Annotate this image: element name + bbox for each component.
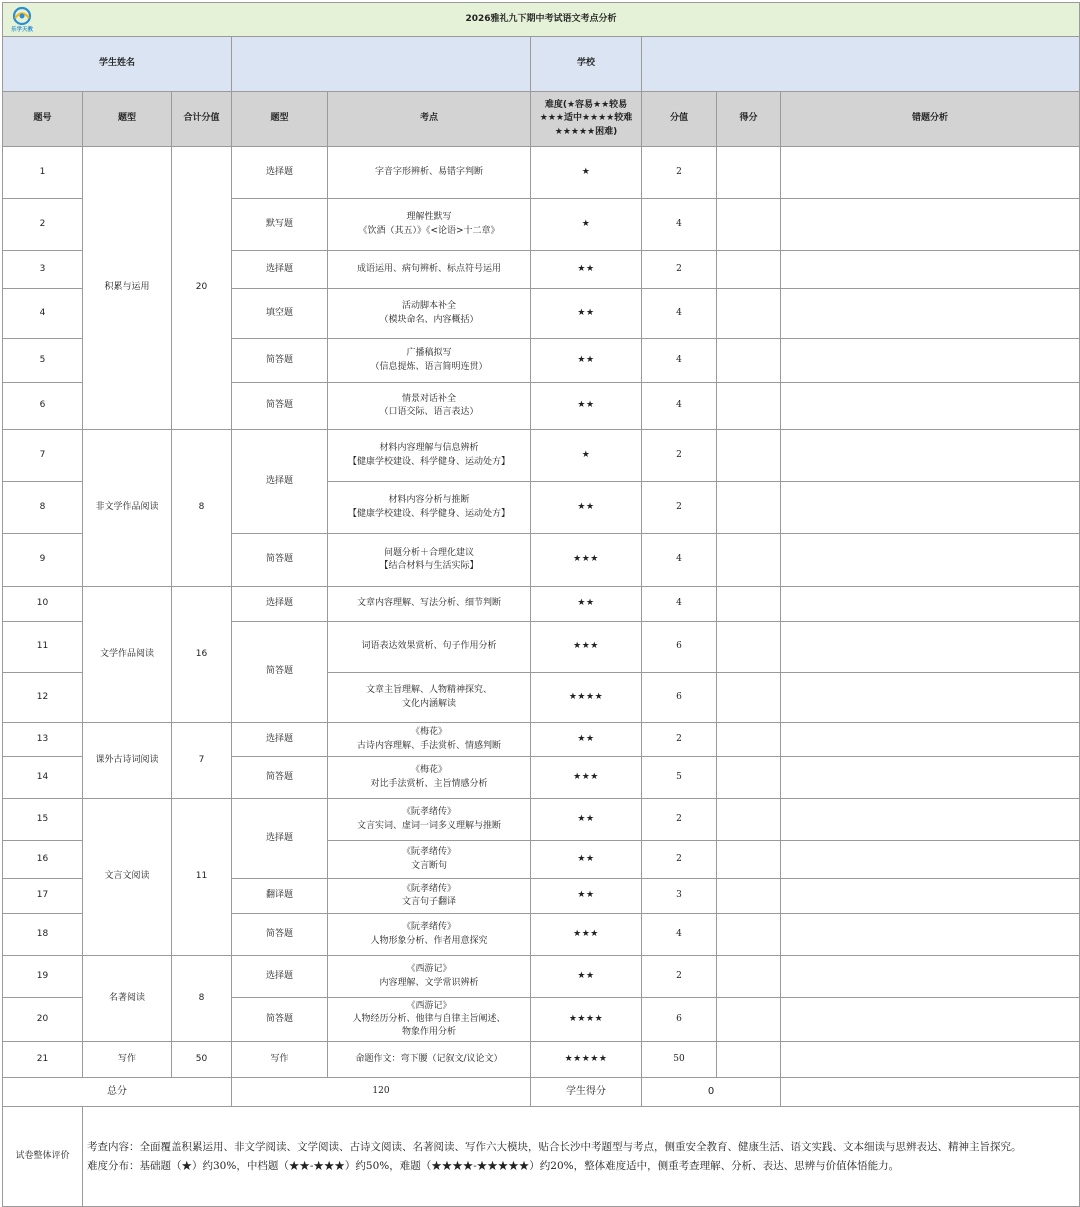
point-cell (328, 841, 531, 879)
score-cell: 6 (642, 622, 717, 673)
difficulty-stars: ★★★★ (531, 673, 642, 723)
row-no: 11 (3, 622, 83, 673)
point-line: （模块命名、内容概括） (379, 314, 479, 325)
section-name: 课外古诗词阅读 (83, 723, 172, 799)
score-cell: 2 (642, 430, 717, 482)
difficulty-stars: ★ (531, 430, 642, 482)
point-line: （信息提炼、语言简明连贯） (370, 361, 488, 372)
evaluation-line: 难度分布：基础题（★）约30%，中档题（★★-★★★）约50%，难题（★★★★-★★★★★）约20%，整体难度适中，侧重考查理解、分析、表达、思辨与价值体悟能力。 (87, 1159, 900, 1172)
section-name: 非文学作品阅读 (83, 430, 172, 587)
question-type: 选择题 (232, 723, 328, 757)
school-label: 学校 (531, 37, 642, 92)
point-cell (328, 622, 531, 673)
row-no: 21 (3, 1042, 83, 1078)
point-cell (328, 914, 531, 956)
point-line: 《阮孝绪传》 (401, 807, 456, 818)
title-cell (3, 3, 1080, 37)
question-type: 翻译题 (232, 879, 328, 914)
school-field[interactable] (642, 37, 1080, 92)
section-total: 7 (172, 723, 232, 799)
point-cell (328, 147, 531, 199)
section-total: 50 (172, 1042, 232, 1078)
header-question-type: 题型 (232, 92, 328, 147)
header-got: 得分 (717, 92, 781, 147)
point-line: 【健康学校建设、科学健身、运动处方】 (347, 508, 510, 519)
header-analysis: 错题分析 (781, 92, 1080, 147)
got-cell[interactable] (717, 799, 781, 841)
table-row (3, 1042, 1080, 1078)
student-name-field[interactable] (232, 37, 531, 92)
difficulty-stars: ★★ (531, 879, 642, 914)
table-row (3, 587, 1080, 622)
score-cell: 4 (642, 199, 717, 251)
evaluation-label: 试卷整体评价 (3, 1107, 83, 1207)
evaluation-text (83, 1107, 1080, 1207)
got-cell[interactable] (717, 199, 781, 251)
total-label: 总分 (3, 1078, 232, 1107)
point-line: 活动脚本补全 (401, 301, 456, 312)
difficulty-stars: ★★★ (531, 914, 642, 956)
point-line: 《西游记》 (406, 964, 452, 975)
row-no: 10 (3, 587, 83, 622)
point-line: 古诗内容理解、手法赏析、情感判断 (356, 740, 501, 751)
point-line: 《西游记》 (406, 1000, 452, 1011)
point-line: 《阮孝绪传》 (401, 883, 456, 894)
analysis-cell[interactable] (781, 147, 1080, 199)
difficulty-stars: ★★★ (531, 622, 642, 673)
point-line: 情景对话补全 (401, 393, 456, 404)
header-score: 分值 (642, 92, 717, 147)
question-type: 选择题 (232, 251, 328, 289)
row-no: 2 (3, 199, 83, 251)
table-row (3, 956, 1080, 998)
point-line: 《阮孝绪传》 (401, 847, 456, 858)
got-cell[interactable] (717, 289, 781, 339)
difficulty-stars: ★ (531, 147, 642, 199)
score-cell: 5 (642, 757, 717, 799)
difficulty-stars: ★★★★★ (531, 1042, 642, 1078)
score-cell: 2 (642, 251, 717, 289)
point-line: 物象作用分析 (401, 1027, 456, 1038)
section-name: 积累与运用 (83, 147, 172, 430)
got-cell[interactable] (717, 430, 781, 482)
point-line: 命题作文：弯下腰（记叙文/议论文） (355, 1053, 503, 1064)
point-cell (328, 339, 531, 383)
point-cell (328, 799, 531, 841)
analysis-cell[interactable] (781, 956, 1080, 998)
difficulty-stars: ★★ (531, 799, 642, 841)
row-no: 12 (3, 673, 83, 723)
score-cell: 6 (642, 998, 717, 1042)
row-no: 8 (3, 482, 83, 534)
total-points: 120 (232, 1078, 531, 1107)
score-cell: 4 (642, 289, 717, 339)
section-name: 名著阅读 (83, 956, 172, 1042)
analysis-cell[interactable] (781, 534, 1080, 587)
question-type: 选择题 (232, 147, 328, 199)
difficulty-stars: ★★ (531, 289, 642, 339)
row-no: 13 (3, 723, 83, 757)
analysis-cell[interactable] (781, 289, 1080, 339)
point-line: 文章内容理解、写法分析、细节判断 (356, 598, 501, 609)
section-total: 8 (172, 430, 232, 587)
analysis-cell[interactable] (781, 673, 1080, 723)
got-cell[interactable] (717, 723, 781, 757)
section-total: 20 (172, 147, 232, 430)
table-row (3, 430, 1080, 482)
summary-row (3, 1078, 1080, 1107)
point-line: 《梅花》 (410, 765, 447, 776)
score-cell: 2 (642, 956, 717, 998)
score-cell: 3 (642, 879, 717, 914)
score-cell: 4 (642, 534, 717, 587)
got-cell[interactable] (717, 673, 781, 723)
question-type: 选择题 (232, 956, 328, 998)
point-line: 文章主旨理解、人物精神探究、 (365, 685, 492, 696)
header-point: 考点 (328, 92, 531, 147)
score-cell: 2 (642, 841, 717, 879)
point-line: 对比手法赏析、主旨情感分析 (370, 778, 488, 789)
point-line: 广播稿拟写 (406, 348, 452, 359)
question-type: 默写题 (232, 199, 328, 251)
point-cell (328, 383, 531, 430)
logo-text: 乐学天教 (10, 27, 34, 33)
question-type: 简答题 (232, 622, 328, 723)
point-cell (328, 998, 531, 1042)
question-type: 选择题 (232, 587, 328, 622)
header-section-type: 题型 (83, 92, 172, 147)
difficulty-stars: ★★ (531, 251, 642, 289)
analysis-cell[interactable] (781, 430, 1080, 482)
score-cell: 2 (642, 482, 717, 534)
point-line: 词语表达效果赏析、句子作用分析 (361, 641, 497, 652)
student-score-label: 学生得分 (531, 1078, 642, 1107)
point-line: 成语运用、病句辨析、标点符号运用 (356, 263, 501, 274)
analysis-cell[interactable] (781, 383, 1080, 430)
difficulty-stars: ★★★ (531, 757, 642, 799)
difficulty-stars: ★★ (531, 482, 642, 534)
analysis-cell[interactable] (781, 587, 1080, 622)
section-total: 11 (172, 799, 232, 956)
analysis-table (2, 2, 1080, 1207)
row-no: 20 (3, 998, 83, 1042)
point-cell (328, 430, 531, 482)
point-cell (328, 482, 531, 534)
question-type: 简答题 (232, 757, 328, 799)
score-cell: 2 (642, 799, 717, 841)
difficulty-stars: ★★ (531, 587, 642, 622)
point-line: 文化内涵解读 (401, 698, 456, 709)
table-row (3, 799, 1080, 841)
point-line: 理解性默写 (406, 212, 452, 223)
got-cell[interactable] (717, 914, 781, 956)
header-total-points: 合计分值 (172, 92, 232, 147)
got-cell[interactable] (717, 956, 781, 998)
got-cell[interactable] (717, 998, 781, 1042)
got-cell[interactable] (717, 757, 781, 799)
point-line: 《阮孝绪传》 (401, 922, 456, 933)
analysis-cell[interactable] (781, 757, 1080, 799)
point-cell (328, 673, 531, 723)
point-line: 人物经历分析、他律与自律主旨阐述、 (352, 1013, 506, 1024)
question-type: 简答题 (232, 339, 328, 383)
table-row (3, 147, 1080, 199)
question-type: 写作 (232, 1042, 328, 1078)
row-no: 17 (3, 879, 83, 914)
difficulty-stars: ★★ (531, 723, 642, 757)
score-cell: 2 (642, 723, 717, 757)
row-no: 9 (3, 534, 83, 587)
analysis-cell[interactable] (781, 199, 1080, 251)
evaluation-line: 考查内容：全面覆盖积累运用、非文学阅读、文学阅读、古诗文阅读、名著阅读、写作六大模块，贴合长沙中考题型与考点，侧重安全教育、健康生活、语文实践、文本细读与思辨表达、精神主旨探究。 (87, 1141, 1022, 1154)
page-title: 2026雅礼九下期中考试语文考点分析 (465, 13, 617, 24)
score-cell: 4 (642, 383, 717, 430)
difficulty-stars: ★★ (531, 841, 642, 879)
difficulty-stars: ★★ (531, 339, 642, 383)
question-type: 简答题 (232, 914, 328, 956)
question-type: 选择题 (232, 799, 328, 879)
row-no: 4 (3, 289, 83, 339)
got-cell[interactable] (717, 622, 781, 673)
point-cell (328, 587, 531, 622)
question-type: 简答题 (232, 534, 328, 587)
analysis-cell[interactable] (781, 914, 1080, 956)
point-cell (328, 1042, 531, 1078)
point-line: 人物形象分析、作者用意探究 (370, 935, 488, 946)
row-no: 19 (3, 956, 83, 998)
point-cell (328, 879, 531, 914)
question-type: 简答题 (232, 383, 328, 430)
score-cell: 4 (642, 339, 717, 383)
got-cell[interactable] (717, 841, 781, 879)
point-line: （口语交际、语言表达） (379, 407, 479, 417)
question-type: 选择题 (232, 430, 328, 534)
got-cell[interactable] (717, 534, 781, 587)
difficulty-stars: ★★★ (531, 534, 642, 587)
student-score: 0 (642, 1078, 781, 1107)
point-line: 字音字形辨析、易错字判断 (374, 166, 483, 177)
score-cell: 4 (642, 914, 717, 956)
row-no: 3 (3, 251, 83, 289)
logo-icon (6, 5, 38, 35)
difficulty-stars: ★★★★ (531, 998, 642, 1042)
difficulty-stars: ★★ (531, 956, 642, 998)
got-cell[interactable] (717, 147, 781, 199)
point-line: 文言断句 (410, 860, 447, 871)
section-name: 写作 (83, 1042, 172, 1078)
point-line: 文言句子翻译 (401, 897, 456, 907)
score-cell: 4 (642, 587, 717, 622)
question-type: 填空题 (232, 289, 328, 339)
point-line: 【健康学校建设、科学健身、运动处方】 (347, 456, 510, 467)
analysis-cell[interactable] (781, 1042, 1080, 1078)
row-no: 18 (3, 914, 83, 956)
got-cell[interactable] (717, 339, 781, 383)
row-no: 7 (3, 430, 83, 482)
table-row (3, 723, 1080, 757)
student-name-label: 学生姓名 (3, 37, 232, 92)
point-cell (328, 956, 531, 998)
summary-blank (781, 1078, 1080, 1107)
row-no: 15 (3, 799, 83, 841)
got-cell[interactable] (717, 879, 781, 914)
got-cell[interactable] (717, 251, 781, 289)
analysis-cell[interactable] (781, 799, 1080, 841)
section-name: 文言文阅读 (83, 799, 172, 956)
header-no: 题号 (3, 92, 83, 147)
point-cell (328, 757, 531, 799)
got-cell[interactable] (717, 1042, 781, 1078)
point-cell (328, 251, 531, 289)
difficulty-stars: ★ (531, 199, 642, 251)
header-difficulty: 难度(★容易★★较易★★★适中★★★★较难★★★★★困难) (531, 92, 642, 147)
row-no: 14 (3, 757, 83, 799)
got-cell[interactable] (717, 587, 781, 622)
analysis-cell[interactable] (781, 251, 1080, 289)
point-cell (328, 723, 531, 757)
row-no: 5 (3, 339, 83, 383)
section-total: 8 (172, 956, 232, 1042)
analysis-cell[interactable] (781, 622, 1080, 673)
score-cell: 2 (642, 147, 717, 199)
point-line: 内容理解、文学常识辨析 (379, 977, 479, 988)
point-line: 问题分析＋合理化建议 (383, 547, 474, 558)
evaluation-row (3, 1107, 1080, 1207)
point-line: 【结合材料与生活实际】 (379, 561, 479, 571)
analysis-cell[interactable] (781, 841, 1080, 879)
analysis-cell[interactable] (781, 482, 1080, 534)
point-line: 材料内容理解与信息辨析 (379, 443, 479, 454)
point-line: 文言实词、虚词一词多义理解与推断 (356, 820, 501, 831)
difficulty-stars: ★★ (531, 383, 642, 430)
analysis-cell[interactable] (781, 879, 1080, 914)
point-line: 《梅花》 (410, 727, 447, 738)
got-cell[interactable] (717, 482, 781, 534)
score-cell: 6 (642, 673, 717, 723)
point-line: 《饮酒（其五）》《<论语>十二章》 (358, 225, 500, 236)
point-cell (328, 289, 531, 339)
got-cell[interactable] (717, 383, 781, 430)
analysis-cell[interactable] (781, 998, 1080, 1042)
score-cell: 50 (642, 1042, 717, 1078)
section-name: 文学作品阅读 (83, 587, 172, 723)
row-no: 1 (3, 147, 83, 199)
point-cell (328, 199, 531, 251)
point-line: 材料内容分析与推断 (388, 495, 470, 506)
point-cell (328, 534, 531, 587)
analysis-cell[interactable] (781, 723, 1080, 757)
row-no: 6 (3, 383, 83, 430)
row-no: 16 (3, 841, 83, 879)
question-type: 简答题 (232, 998, 328, 1042)
section-total: 16 (172, 587, 232, 723)
analysis-cell[interactable] (781, 339, 1080, 383)
